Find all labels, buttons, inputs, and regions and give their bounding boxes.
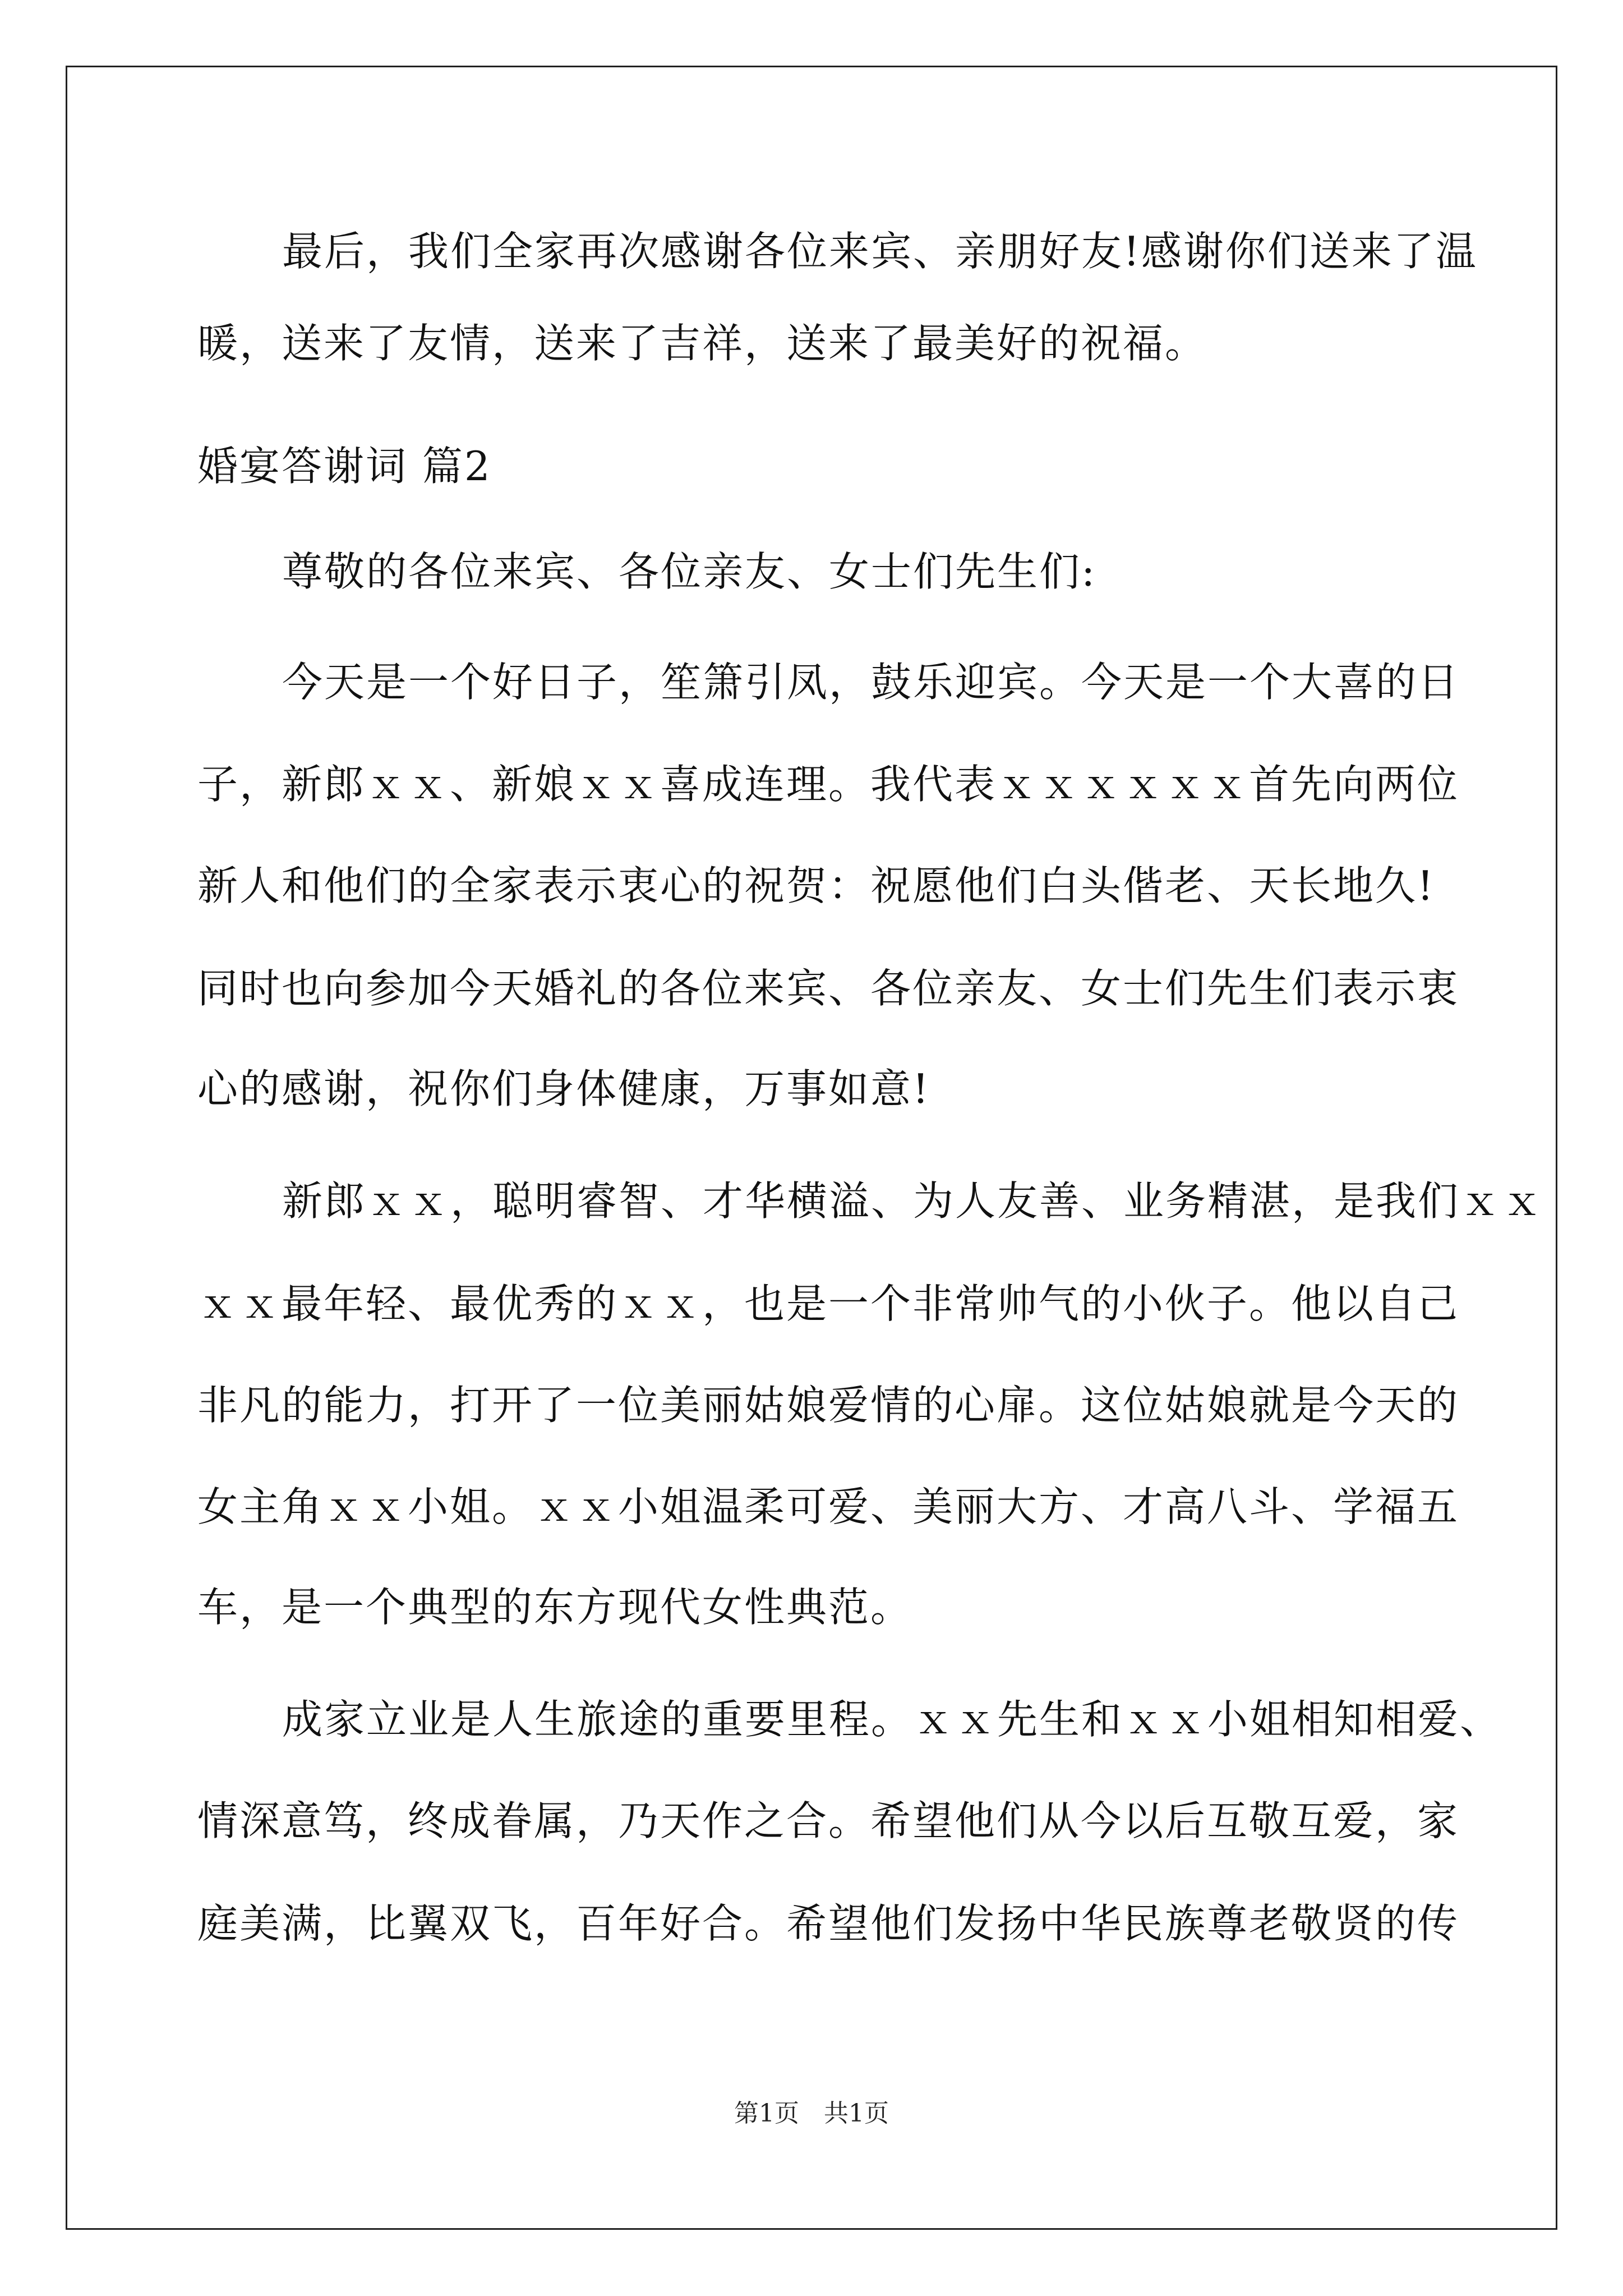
paragraph-line: 非凡的能力，打开了一位美丽姑娘爱情的心扉。这位姑娘就是今天的: [197, 1382, 1460, 1429]
paragraph-line: 女主角ｘｘ小姐。ｘｘ小姐温柔可爱、美丽大方、才高八斗、学福五: [197, 1483, 1460, 1530]
paragraph-line: 暖，送来了友情，送来了吉祥，送来了最美好的祝福。: [197, 320, 1207, 367]
paragraph-line: 同时也向参加今天婚礼的各位来宾、各位亲友、女士们先生们表示衷: [197, 965, 1460, 1012]
paragraph-line: 车，是一个典型的东方现代女性典范。: [197, 1584, 913, 1631]
paragraph-line: 尊敬的各位来宾、各位亲友、女士们先生们:: [282, 548, 1097, 595]
paragraph-line: 最后，我们全家再次感谢各位来宾、亲朋好友!感谢你们送来了温: [282, 228, 1478, 275]
paragraph-line: 今天是一个好日子，笙箫引凤，鼓乐迎宾。今天是一个大喜的日: [282, 659, 1460, 706]
section-heading: 婚宴答谢词 篇2: [197, 443, 492, 490]
paragraph-line: 心的感谢，祝你们身体健康，万事如意!: [197, 1065, 930, 1112]
paragraph-line: 成家立业是人生旅途的重要里程。ｘｘ先生和ｘｘ小姐相知相爱、: [282, 1696, 1502, 1743]
paragraph-line: ｘｘ最年轻、最优秀的ｘｘ，也是一个非常帅气的小伙子。他以自己: [197, 1280, 1460, 1327]
paragraph-line: 新人和他们的全家表示衷心的祝贺：祝愿他们白头偕老、天长地久!: [197, 862, 1435, 909]
paragraph-line: 子，新郎ｘｘ、新娘ｘｘ喜成连理。我代表ｘｘｘｘｘｘ首先向两位: [197, 761, 1460, 808]
paragraph-line: 新郎ｘｘ，聪明睿智、才华横溢、为人友善、业务精湛，是我们ｘｘ: [282, 1177, 1544, 1225]
paragraph-line: 情深意笃，终成眷属，乃天作之合。希望他们从今以后互敬互爱，家: [197, 1797, 1460, 1844]
paragraph-line: 庭美满，比翼双飞，百年好合。希望他们发扬中华民族尊老敬贤的传: [197, 1900, 1460, 1947]
page-number-footer: 第1页 共1页: [734, 2099, 889, 2128]
